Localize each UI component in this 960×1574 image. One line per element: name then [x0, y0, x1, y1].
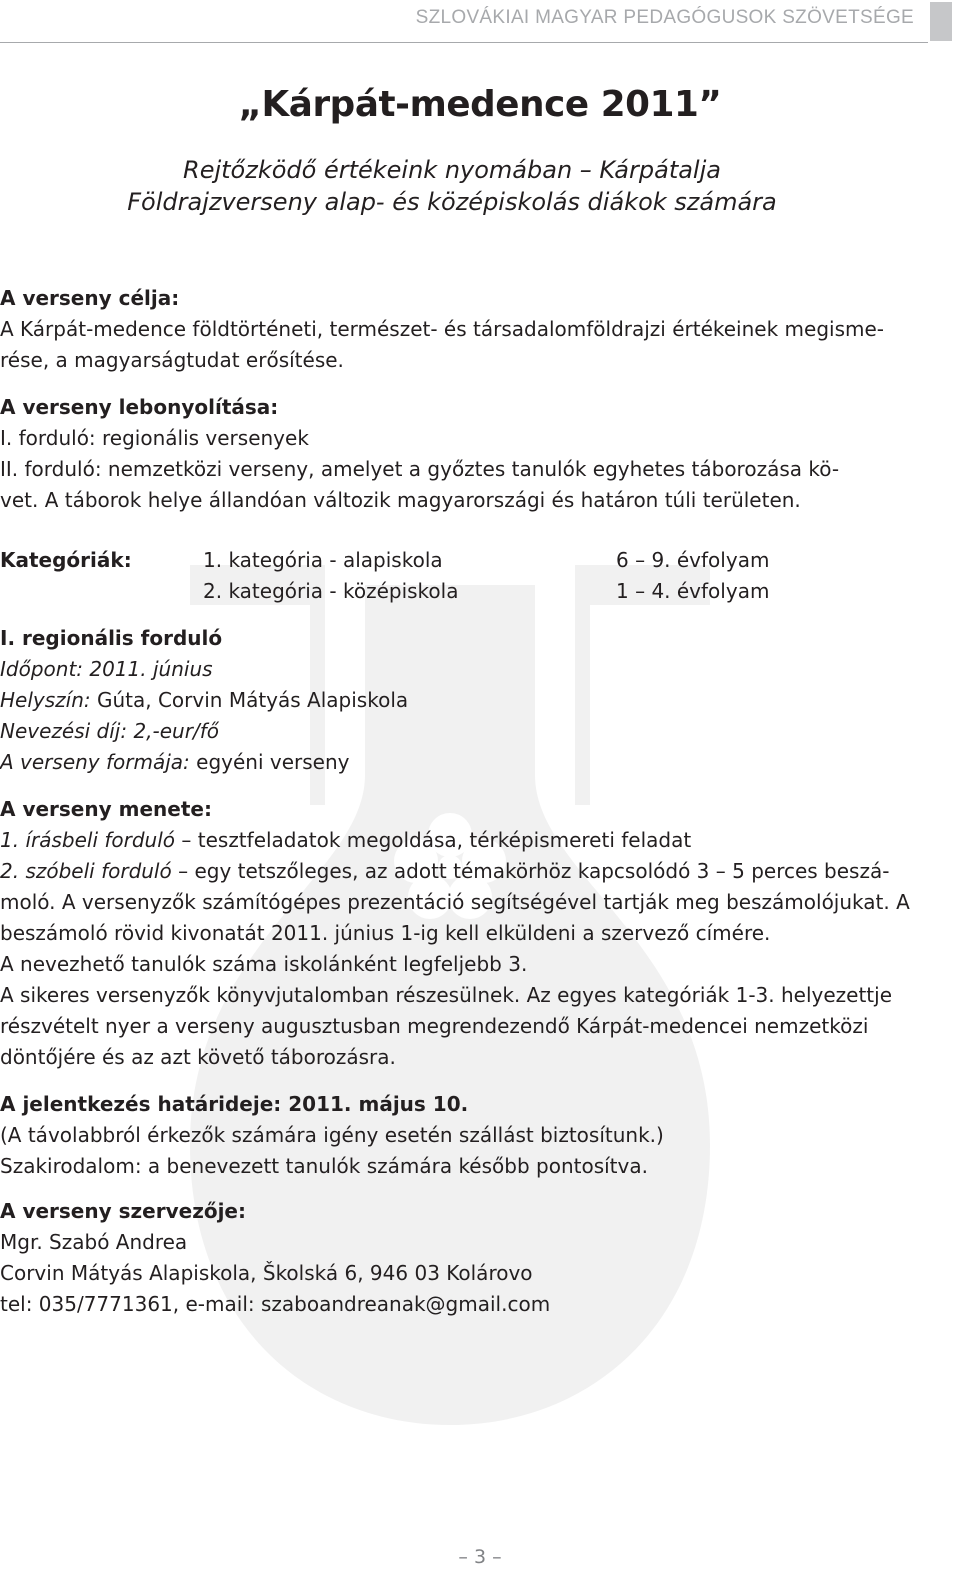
organizer-contact: tel: 035/7771361, e-mail: szaboandreanak@gmail.com	[0, 1292, 551, 1316]
category-1-label: 1. kategória - alapiskola	[203, 548, 443, 572]
goal-text-line-2: rése, a magyarságtudat erősítése.	[0, 348, 344, 372]
process-heading: A verseny menete:	[0, 797, 212, 821]
subtitle-line-1: Rejtőzködő értékeink nyomában – Kárpátalja	[183, 156, 721, 184]
round-2-text-line-2: vet. A táborok helye állandóan változik magyarországi és határon túli területen.	[0, 488, 801, 512]
deadline-line-2: Szakirodalom: a benevezett tanulók számára később pontosítva.	[0, 1154, 648, 1178]
oral-round-label: 2. szóbeli forduló	[0, 859, 172, 883]
regional-date: Időpont: 2011. június	[0, 657, 213, 681]
category-1-grades: 6 – 9. évfolyam	[616, 548, 770, 572]
document-title: „Kárpát-medence 2011”	[238, 84, 722, 125]
regional-fee: Nevezési díj: 2,-eur/fő	[0, 719, 219, 743]
goal-text-line-1: A Kárpát-medence földtörténeti, természet- és társadalomföldrajzi értékeinek megisme-	[0, 317, 884, 341]
round-1-text: I. forduló: regionális versenyek	[0, 426, 309, 450]
form-label: A verseny formája:	[0, 750, 190, 774]
regional-round-heading: I. regionális forduló	[0, 626, 223, 650]
organizer-heading: A verseny szervezője:	[0, 1199, 246, 1223]
process-text-line-8: döntőjére és az azt követő táborozásra.	[0, 1045, 396, 1069]
category-2-label: 2. kategória - középiskola	[203, 579, 459, 603]
venue-value: Gúta, Corvin Mátyás Alapiskola	[90, 688, 409, 712]
organizer-name: Mgr. Szabó Andrea	[0, 1230, 188, 1254]
regional-venue-line	[0, 688, 408, 712]
subtitle-line-2: Földrajzverseny alap- és középiskolás diákok számára	[127, 188, 777, 216]
written-round-label: 1. írásbeli forduló	[0, 828, 176, 852]
categories-heading: Kategóriák:	[0, 548, 132, 572]
goal-heading: A verseny célja:	[0, 286, 180, 310]
organization-name: SZLOVÁKIAI MAGYAR PEDAGÓGUSOK SZÖVETSÉGE	[415, 7, 914, 28]
deadline-heading: A jelentkezés határideje: 2011. május 10.	[0, 1092, 469, 1116]
process-written-line	[0, 828, 691, 852]
process-text-line-5: A nevezhető tanulók száma iskolánként legfeljebb 3.	[0, 952, 528, 976]
page-number: – 3 –	[458, 1546, 502, 1568]
process-oral-line	[0, 859, 889, 883]
venue-label: Helyszín:	[0, 688, 91, 712]
category-2-grades: 1 – 4. évfolyam	[616, 579, 770, 603]
regional-form-line	[0, 750, 349, 774]
written-round-value: – tesztfeladatok megoldása, térképismereti feladat	[175, 828, 692, 852]
form-value: egyéni verseny	[189, 750, 350, 774]
organizer-address: Corvin Mátyás Alapiskola, Školská 6, 946 03 Kolárovo	[0, 1261, 533, 1285]
process-text-line-7: részvételt nyer a verseny augusztusban megrendezendő Kárpát-medencei nemzetközi	[0, 1014, 869, 1038]
deadline-line-1: (A távolabbról érkezők számára igény esetén szállást biztosítunk.)	[0, 1123, 664, 1147]
process-text-line-3: moló. A versenyzők számítógépes prezentáció segítségével tartják meg beszámolójukat. A	[0, 890, 910, 914]
oral-round-value: – egy tetszőleges, az adott témakörhöz kapcsolódó 3 – 5 perces beszá-	[171, 859, 890, 883]
process-text-line-4: beszámoló rövid kivonatát 2011. június 1-ig kell elküldeni a szervező címére.	[0, 921, 771, 945]
process-text-line-6: A sikeres versenyzők könyvjutalomban részesülnek. Az egyes kategóriák 1-3. helyezettje	[0, 983, 893, 1007]
organization-heading: A verseny lebonyolítása:	[0, 395, 279, 419]
round-2-text-line-1: II. forduló: nemzetközi verseny, amelyet a győztes tanulók egyhetes táborozása kö-	[0, 457, 840, 481]
